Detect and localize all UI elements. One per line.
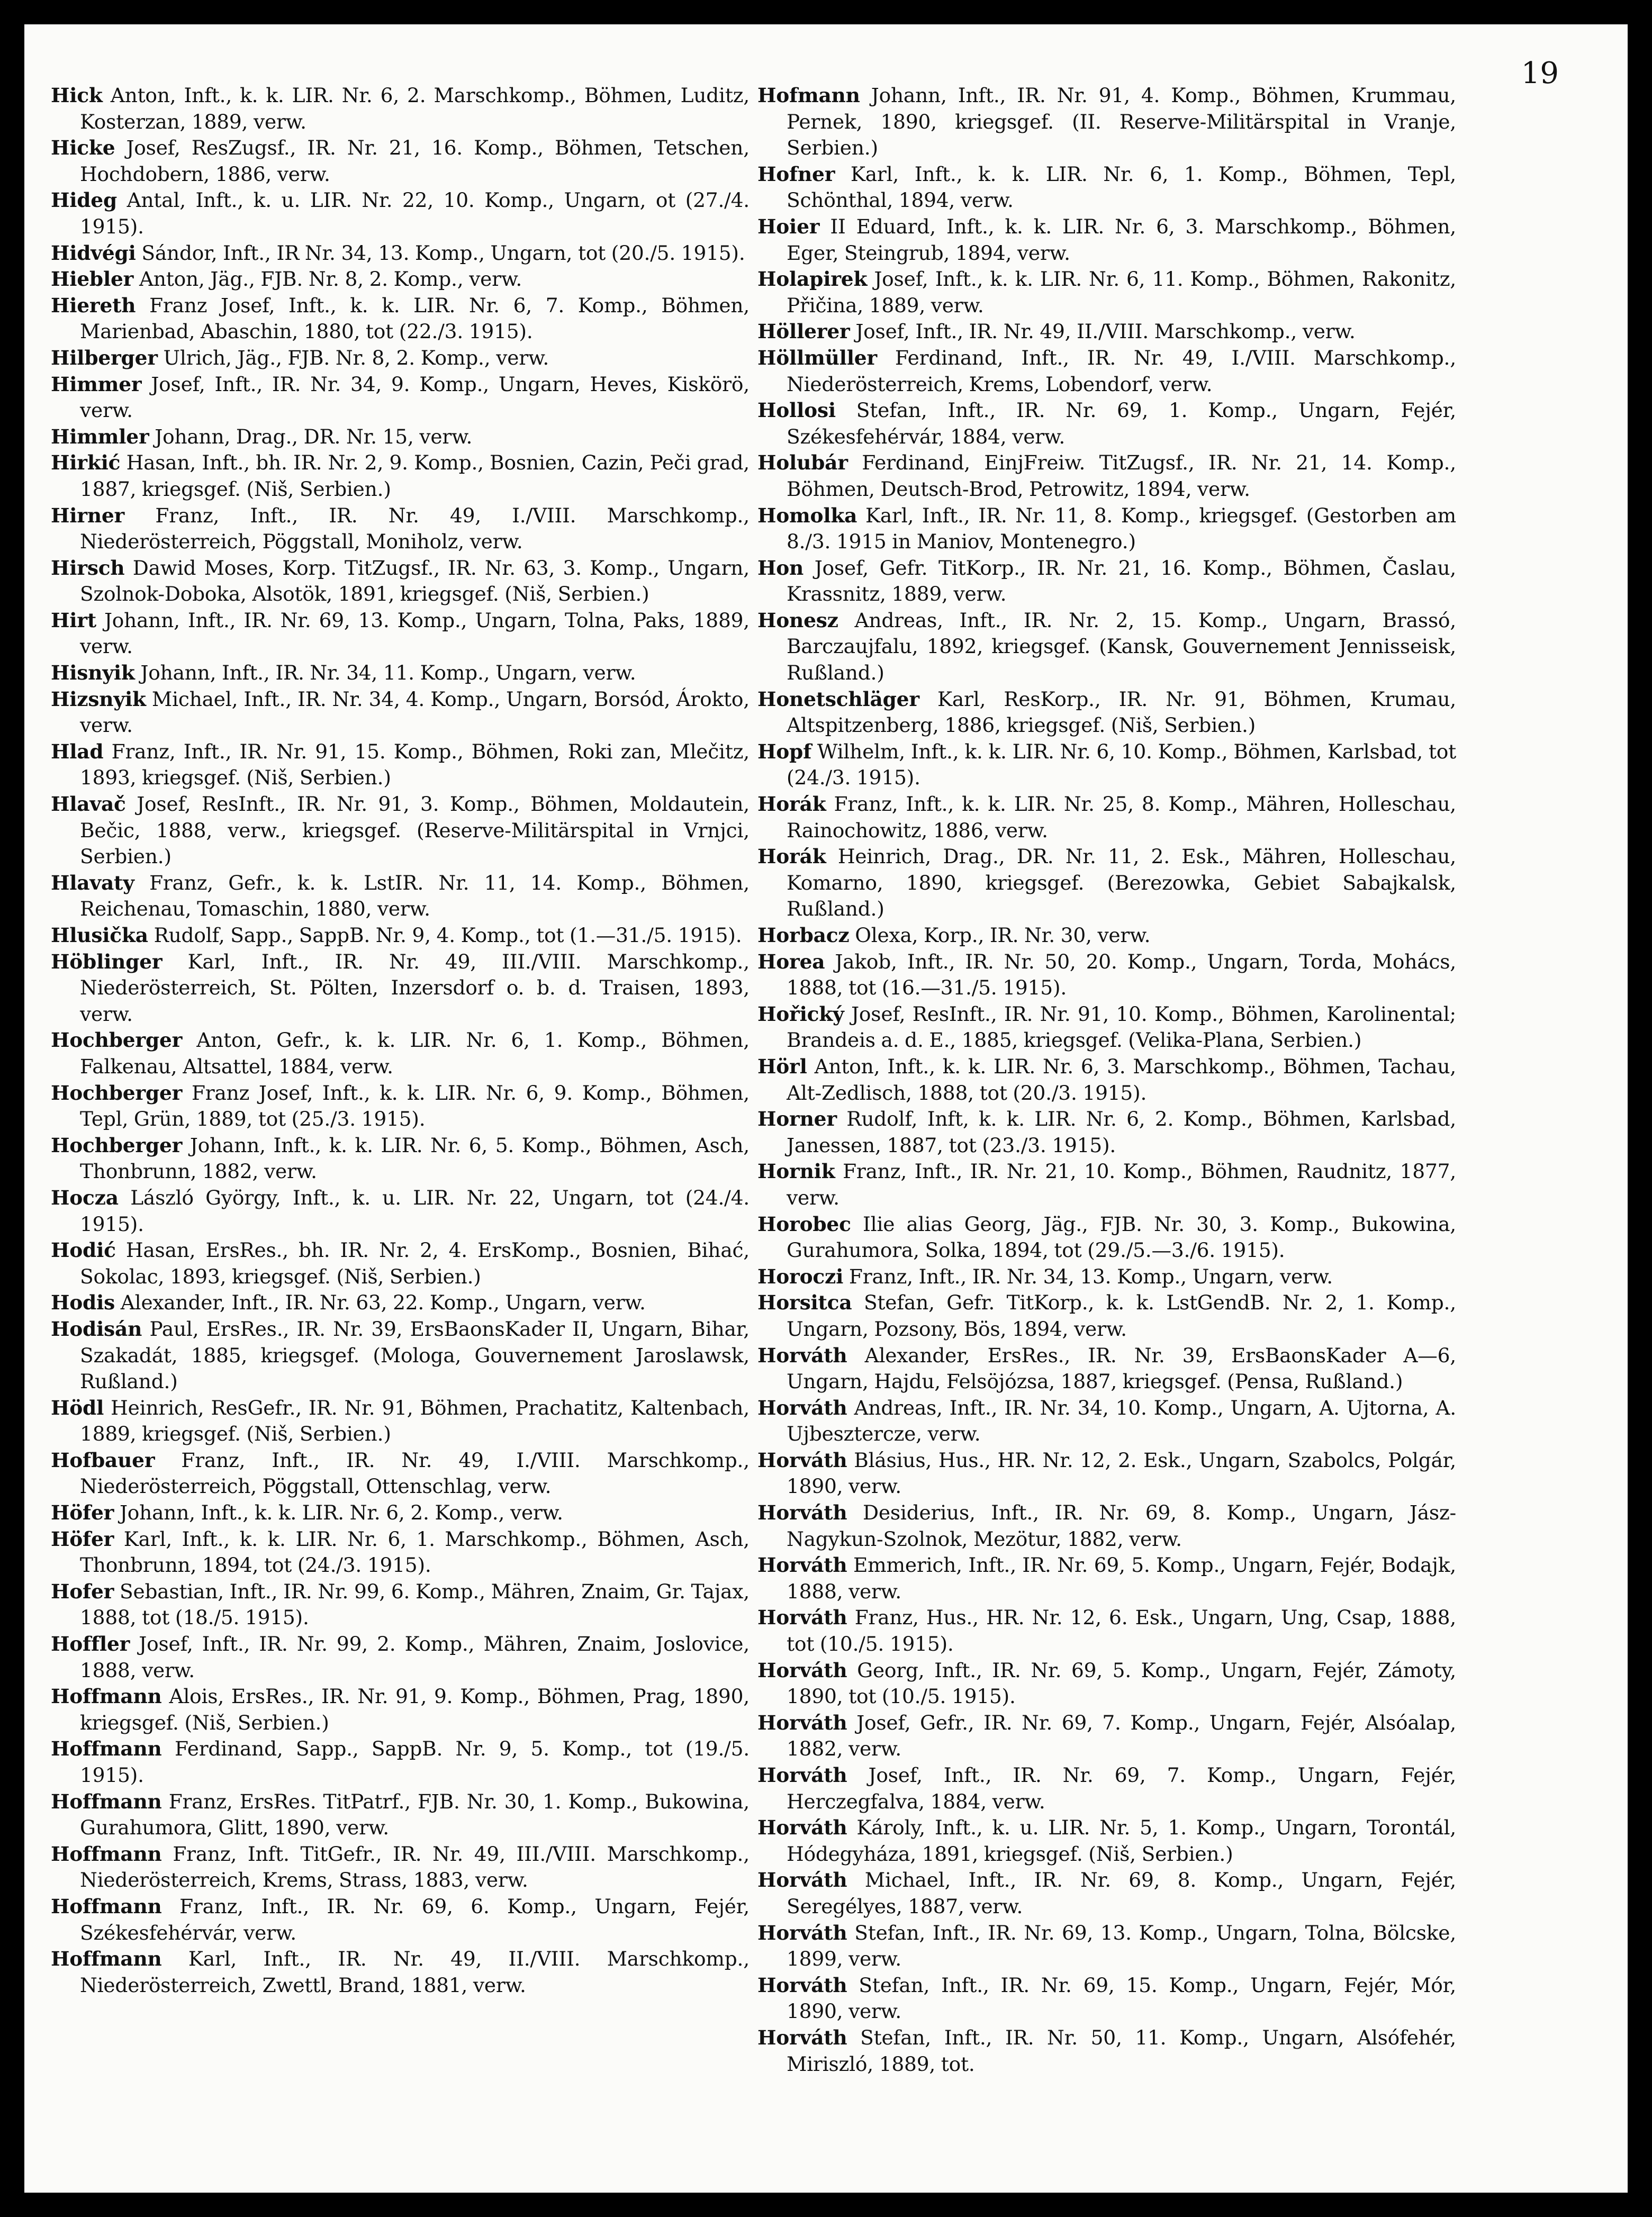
entry-details: Franz, Inft., IR. Nr. 91, 15. Komp., Böhmen, Roki zan, Mlečitz, 1893, kriegsgef. (Niš, Serbien.) xyxy=(80,739,750,790)
casualty-entry xyxy=(757,608,1456,686)
casualty-entry xyxy=(51,1946,750,1998)
casualty-entry xyxy=(757,1447,1456,1500)
casualty-entry xyxy=(757,1106,1456,1159)
entry-details: Alexander, Inft., IR. Nr. 63, 22. Komp., Ungarn, verw. xyxy=(120,1291,646,1315)
entry-details: Antal, Inft., k. u. LIR. Nr. 22, 10. Komp., Ungarn, ot (27./4. 1915). xyxy=(80,188,750,238)
entry-details: Paul, ErsRes., IR. Nr. 39, ErsBaonsKader II, Ungarn, Bihar, Szakadát, 1885, kriegsgef. (Mologa, Gouvernement Jaroslawsk, Rußland.) xyxy=(80,1317,750,1393)
casualty-entry xyxy=(51,293,750,345)
entry-surname: Hoffmann xyxy=(51,1947,162,1971)
entry-surname: Horák xyxy=(757,792,826,816)
entry-surname: Höllmüller xyxy=(757,346,877,369)
entry-surname: Höfer xyxy=(51,1501,114,1525)
casualty-entry xyxy=(51,135,750,187)
entry-details: Karl, Inft., IR. Nr. 11, 8. Komp., kriegsgef. (Gestorben am 8./3. 1915 in Maniov, Montenegro.) xyxy=(787,503,1456,554)
entry-details: Jakob, Inft., IR. Nr. 50, 20. Komp., Ungarn, Torda, Mohács, 1888, tot (16.—31./5. 1915). xyxy=(787,949,1456,1000)
casualty-entry xyxy=(757,739,1456,791)
entry-surname: Hollosi xyxy=(757,399,836,422)
entry-surname: Hizsnyik xyxy=(51,687,146,711)
entry-surname: Hoffmann xyxy=(51,1737,162,1761)
entry-details: Heinrich, ResGefr., IR. Nr. 91, Böhmen, Prachatitz, Kaltenbach, 1889, kriegsgef. (Niš, Serbien.) xyxy=(80,1396,750,1446)
entry-surname: Hoffler xyxy=(51,1632,130,1656)
entry-surname: Himmler xyxy=(51,424,149,448)
entry-details: Johann, Drag., DR. Nr. 15, verw. xyxy=(155,424,473,448)
entry-surname: Hisnyik xyxy=(51,661,135,685)
entry-surname: Horner xyxy=(757,1107,837,1131)
entry-surname: Horváth xyxy=(757,1921,847,1944)
right-column xyxy=(757,83,1456,2077)
entry-details: Wilhelm, Inft., k. k. LIR. Nr. 6, 10. Komp., Böhmen, Karlsbad, tot (24./3. 1915). xyxy=(787,739,1456,790)
page-number: 19 xyxy=(1521,56,1559,91)
casualty-entry xyxy=(757,1762,1456,1815)
entry-surname: Horváth xyxy=(757,1816,847,1840)
casualty-entry xyxy=(757,1290,1456,1342)
entry-surname: Horváth xyxy=(757,1763,847,1787)
casualty-entry xyxy=(51,608,750,660)
entry-surname: Hlad xyxy=(51,739,104,763)
entry-details: Johann, Inft., IR. Nr. 34, 11. Komp., Ungarn, verw. xyxy=(140,661,636,685)
entry-details: Andreas, Inft., IR. Nr. 2, 15. Komp., Ungarn, Brassó, Barczaujfalu, 1892, kriegsgef. (Kansk, Gouvernement Jennisseisk, Rußland.) xyxy=(787,608,1456,685)
entry-details: Karl, Inft., k. k. LIR. Nr. 6, 1. Komp., Böhmen, Tepl, Schönthal, 1894, verw. xyxy=(787,162,1456,212)
entry-details: Rudolf, Sapp., SappB. Nr. 9, 4. Komp., tot (1.—31./5. 1915). xyxy=(154,924,742,947)
entry-details: Anton, Inft., k. k. LIR. Nr. 6, 3. Marschkomp., Böhmen, Tachau, Alt-Zedlisch, 1888, tot (20./3. 1915). xyxy=(787,1054,1456,1105)
entry-details: Ferdinand, Sapp., SappB. Nr. 9, 5. Komp., tot (19./5. 1915). xyxy=(80,1737,750,1787)
entry-details: Johann, Inft., IR. Nr. 69, 13. Komp., Ungarn, Tolna, Paks, 1889, verw. xyxy=(80,608,750,658)
entry-surname: Horváth xyxy=(757,1448,847,1472)
casualty-entry xyxy=(51,555,750,608)
entry-details: Johann, Inft., k. k. LIR. Nr. 6, 2. Komp., verw. xyxy=(119,1501,563,1525)
entry-surname: Hirsch xyxy=(51,556,125,580)
entry-details: Ferdinand, EinjFreiw. TitZugsf., IR. Nr. 21, 14. Komp., Böhmen, Deutsch-Brod, Petrowitz, 1894, verw. xyxy=(787,451,1456,501)
entry-surname: Horváth xyxy=(757,1396,847,1419)
casualty-entry xyxy=(757,686,1456,739)
entry-surname: Horoczi xyxy=(757,1264,844,1288)
casualty-entry xyxy=(51,345,750,372)
entry-details: Stefan, Gefr. TitKorp., k. k. LstGendB. Nr. 2, 1. Komp., Ungarn, Pozsony, Bös, 1894, verw. xyxy=(787,1291,1456,1341)
entry-surname: Hoffmann xyxy=(51,1842,162,1866)
entry-surname: Hofner xyxy=(757,162,835,186)
entry-details: Josef, Inft., IR. Nr. 34, 9. Komp., Ungarn, Heves, Kiskörö, verw. xyxy=(80,372,750,422)
entry-details: Franz, Inft., IR. Nr. 21, 10. Komp., Böhmen, Raudnitz, 1877, verw. xyxy=(787,1160,1456,1209)
entry-surname: Horváth xyxy=(757,1501,847,1525)
casualty-entry xyxy=(51,870,750,922)
casualty-entry xyxy=(51,1185,750,1237)
entry-details: Hasan, Inft., bh. IR. Nr. 2, 9. Komp., Bosnien, Cazin, Peči grad, 1887, kriegsgef. (Niš, Serbien.) xyxy=(80,451,750,501)
entry-details: Franz, Inft., IR. Nr. 49, I./VIII. Marschkomp., Niederösterreich, Pöggstall, Ottenschlag, verw. xyxy=(80,1448,750,1498)
entry-surname: Hlavač xyxy=(51,792,126,816)
entry-details: Olexa, Korp., IR. Nr. 30, verw. xyxy=(855,924,1151,947)
entry-surname: Hilberger xyxy=(51,346,158,369)
entry-surname: Hirkić xyxy=(51,451,121,475)
casualty-entry xyxy=(51,266,750,293)
entry-surname: Horváth xyxy=(757,1343,847,1367)
casualty-entry xyxy=(51,187,750,240)
entry-details: Franz, ErsRes. TitPatrf., FJB. Nr. 30, 1. Komp., Bukowina, Gurahumora, Glitt, 1890, verw. xyxy=(80,1789,750,1840)
entry-details: Georg, Inft., IR. Nr. 69, 5. Komp., Ungarn, Fejér, Zámoty, 1890, tot (10./5. 1915). xyxy=(787,1658,1456,1708)
casualty-entry xyxy=(757,1159,1456,1211)
casualty-entry xyxy=(757,345,1456,397)
entry-surname: Hicke xyxy=(51,136,115,160)
casualty-entry xyxy=(757,844,1456,922)
casualty-entry xyxy=(757,1815,1456,1867)
casualty-entry xyxy=(757,397,1456,450)
casualty-entry xyxy=(51,372,750,424)
entry-details: Josef, ResZugsf., IR. Nr. 21, 16. Komp., Böhmen, Tetschen, Hochdobern, 1886, verw. xyxy=(80,136,750,186)
entry-surname: Hlusička xyxy=(51,924,148,947)
entry-surname: Hodis xyxy=(51,1291,115,1315)
casualty-entry xyxy=(51,1133,750,1185)
entry-details: Michael, Inft., IR. Nr. 34, 4. Komp., Ungarn, Borsód, Árokto, verw. xyxy=(80,687,750,737)
casualty-entry xyxy=(51,660,750,686)
entry-surname: Horobec xyxy=(757,1212,851,1236)
casualty-entry xyxy=(757,1054,1456,1106)
entry-details: Franz, Inft., k. k. LIR. Nr. 25, 8. Komp., Mähren, Holleschau, Rainochowitz, 1886, verw. xyxy=(787,792,1456,842)
casualty-entry xyxy=(51,424,750,450)
casualty-entry xyxy=(51,1526,750,1579)
casualty-entry xyxy=(757,2025,1456,2077)
casualty-entry xyxy=(757,949,1456,1001)
casualty-entry xyxy=(757,1500,1456,1552)
casualty-entry xyxy=(51,1789,750,1841)
entry-surname: Hoier xyxy=(757,214,820,238)
casualty-entry xyxy=(51,1027,750,1080)
casualty-entry xyxy=(757,1658,1456,1710)
casualty-entry xyxy=(757,214,1456,266)
casualty-entry xyxy=(51,949,750,1028)
casualty-entry xyxy=(757,555,1456,608)
casualty-entry xyxy=(757,1001,1456,1054)
casualty-entry xyxy=(51,1500,750,1526)
entry-details: Dawid Moses, Korp. TitZugsf., IR. Nr. 63, 3. Komp., Ungarn, Szolnok-Doboka, Alsotök, 1891, kriegsgef. (Niš, Serbien.) xyxy=(80,556,750,606)
casualty-entry xyxy=(51,1841,750,1894)
entry-details: Josef, Gefr. TitKorp., IR. Nr. 21, 16. Komp., Böhmen, Časlau, Krassnitz, 1889, verw. xyxy=(787,556,1456,606)
entry-surname: Hofer xyxy=(51,1579,114,1603)
entry-surname: Hon xyxy=(757,556,804,580)
casualty-entry xyxy=(757,503,1456,555)
entry-surname: Hirt xyxy=(51,608,96,632)
entry-surname: Horváth xyxy=(757,1973,847,1997)
entry-surname: Hochberger xyxy=(51,1081,183,1105)
entry-details: Rudolf, Inft, k. k. LIR. Nr. 6, 2. Komp., Böhmen, Karlsbad, Janessen, 1887, tot (23./3. 1915). xyxy=(787,1107,1456,1157)
entry-details: Franz, Hus., HR. Nr. 12, 6. Esk., Ungarn, Ung, Csap, 1888, tot (10./5. 1915). xyxy=(787,1606,1456,1656)
entry-details: Anton, Jäg., FJB. Nr. 8, 2. Komp., verw. xyxy=(139,267,522,291)
entry-details: Blásius, Hus., HR. Nr. 12, 2. Esk., Ungarn, Szabolcs, Polgár, 1890, verw. xyxy=(787,1448,1456,1498)
entry-details: Josef, Gefr., IR. Nr. 69, 7. Komp., Ungarn, Fejér, Alsóalap, 1882, verw. xyxy=(787,1711,1456,1761)
entry-surname: Hořický xyxy=(757,1002,844,1026)
entry-details: Anton, Gefr., k. k. LIR. Nr. 6, 1. Komp., Böhmen, Falkenau, Altsattel, 1884, verw. xyxy=(80,1028,750,1078)
entry-details: Josef, Inft., IR. Nr. 49, II./VIII. Marschkomp., verw. xyxy=(855,320,1356,343)
entry-surname: Höllerer xyxy=(757,320,850,343)
casualty-entry xyxy=(757,1710,1456,1762)
entry-details: Sebastian, Inft., IR. Nr. 99, 6. Komp., Mähren, Znaim, Gr. Tajax, 1888, tot (18./5. 1915). xyxy=(80,1579,750,1630)
entry-details: Károly, Inft., k. u. LIR. Nr. 5, 1. Komp., Ungarn, Torontál, Hódegyháza, 1891, kriegsgef. (Niš, Serbien.) xyxy=(787,1816,1456,1866)
entry-surname: Horváth xyxy=(757,1553,847,1577)
entry-details: Michael, Inft., IR. Nr. 69, 8. Komp., Ungarn, Fejér, Seregélyes, 1887, verw. xyxy=(787,1868,1456,1918)
document-page xyxy=(24,24,1628,2193)
entry-details: II Eduard, Inft., k. k. LIR. Nr. 6, 3. Marschkomp., Böhmen, Eger, Steingrub, 1894, verw. xyxy=(787,214,1456,265)
entry-details: Desiderius, Inft., IR. Nr. 69, 8. Komp., Ungarn, Jász-Nagykun-Szolnok, Mezötur, 1882, verw. xyxy=(787,1501,1456,1551)
entry-surname: Holapirek xyxy=(757,267,868,291)
entry-details: Josef, ResInft., IR. Nr. 91, 3. Komp., Böhmen, Moldautein, Bečic, 1888, verw., kriegsgef. (Reserve-Militärspital in Vrnjci, Serbien.) xyxy=(80,792,750,868)
casualty-entry xyxy=(757,83,1456,161)
entry-details: Franz, Gefr., k. k. LstIR. Nr. 11, 14. Komp., Böhmen, Reichenau, Tomaschin, 1880, verw. xyxy=(80,871,750,921)
entry-surname: Hick xyxy=(51,84,103,107)
entry-surname: Hlavaty xyxy=(51,871,134,894)
casualty-entry xyxy=(757,1867,1456,1920)
casualty-entry xyxy=(51,450,750,502)
casualty-entry xyxy=(757,319,1456,345)
casualty-entry xyxy=(51,1684,750,1736)
entry-surname: Homolka xyxy=(757,503,857,527)
casualty-entry xyxy=(757,1343,1456,1395)
left-column xyxy=(51,83,750,1998)
casualty-entry xyxy=(757,1920,1456,1972)
entry-surname: Hörl xyxy=(757,1054,807,1078)
casualty-entry xyxy=(51,1290,750,1316)
entry-surname: Hopf xyxy=(757,739,811,763)
entry-surname: Hidvégi xyxy=(51,241,136,265)
casualty-entry xyxy=(51,1316,750,1395)
casualty-entry xyxy=(51,240,750,267)
entry-details: Stefan, Inft., IR. Nr. 69, 15. Komp., Ungarn, Fejér, Mór, 1890, verw. xyxy=(787,1973,1456,2023)
casualty-entry xyxy=(51,1736,750,1788)
casualty-entry xyxy=(757,161,1456,214)
entry-details: Ilie alias Georg, Jäg., FJB. Nr. 30, 3. Komp., Bukowina, Gurahumora, Solka, 1894, tot (29./5.—3./6. 1915). xyxy=(787,1212,1456,1262)
casualty-entry xyxy=(757,1395,1456,1447)
casualty-entry xyxy=(757,1605,1456,1657)
casualty-entry xyxy=(51,503,750,555)
entry-surname: Höblinger xyxy=(51,949,163,973)
entry-surname: Hodisán xyxy=(51,1317,142,1341)
entry-details: Anton, Inft., k. k. LIR. Nr. 6, 2. Marschkomp., Böhmen, Luditz, Kosterzan, 1889, verw. xyxy=(80,84,750,133)
casualty-entry xyxy=(757,1211,1456,1264)
entry-surname: Holubár xyxy=(757,451,848,475)
entry-details: Karl, ResKorp., IR. Nr. 91, Böhmen, Krumau, Altspitzenberg, 1886, kriegsgef. (Niš, Serbien.) xyxy=(787,687,1456,737)
entry-surname: Horváth xyxy=(757,1868,847,1892)
entry-surname: Hodić xyxy=(51,1238,116,1262)
entry-surname: Hoffmann xyxy=(51,1894,162,1918)
entry-details: Josef, ResInft., IR. Nr. 91, 10. Komp., Böhmen, Karolinental; Brandeis a. d. E., 1885, kriegsgef. (Velika-Plana, Serbien.) xyxy=(787,1002,1456,1052)
entry-details: Karl, Inft., IR. Nr. 49, III./VIII. Marschkomp., Niederösterreich, St. Pölten, Inzersdorf o. b. d. Traisen, 1893, verw. xyxy=(80,949,750,1026)
casualty-entry xyxy=(51,1080,750,1133)
entry-surname: Honetschläger xyxy=(757,687,919,711)
casualty-entry xyxy=(51,1447,750,1500)
entry-surname: Horváth xyxy=(757,1658,847,1682)
entry-surname: Hiebler xyxy=(51,267,134,291)
entry-details: Andreas, Inft., IR. Nr. 34, 10. Komp., Ungarn, A. Ujtorna, A. Ujbesztercze, verw. xyxy=(787,1396,1456,1446)
casualty-entry xyxy=(51,83,750,135)
entry-details: Sándor, Inft., IR Nr. 34, 13. Komp., Ungarn, tot (20./5. 1915). xyxy=(141,241,745,265)
casualty-entry xyxy=(51,1579,750,1631)
entry-details: László György, Inft., k. u. LIR. Nr. 22, Ungarn, tot (24./4. 1915). xyxy=(80,1186,750,1236)
entry-surname: Hornik xyxy=(757,1160,835,1183)
entry-surname: Hideg xyxy=(51,188,117,212)
entry-details: Emmerich, Inft., IR. Nr. 69, 5. Komp., Ungarn, Fejér, Bodajk, 1888, verw. xyxy=(787,1553,1456,1603)
entry-surname: Hofmann xyxy=(757,84,860,107)
casualty-entry xyxy=(51,1237,750,1290)
casualty-entry xyxy=(757,791,1456,844)
casualty-entry xyxy=(51,1631,750,1684)
entry-details: Franz, Inft., IR. Nr. 34, 13. Komp., Ungarn, verw. xyxy=(848,1264,1333,1288)
entry-surname: Horea xyxy=(757,949,825,973)
entry-surname: Himmer xyxy=(51,372,142,396)
entry-details: Stefan, Inft., IR. Nr. 69, 1. Komp., Ungarn, Fejér, Székesfehérvár, 1884, verw. xyxy=(787,399,1456,448)
casualty-entry xyxy=(757,1972,1456,2025)
entry-details: Ferdinand, Inft., IR. Nr. 49, I./VIII. Marschkomp., Niederösterreich, Krems, Lobendorf, verw. xyxy=(787,346,1456,396)
entry-details: Franz, Inft., IR. Nr. 49, I./VIII. Marschkomp., Niederösterreich, Pöggstall, Moniholz, verw. xyxy=(80,503,750,554)
entry-details: Franz, Inft., IR. Nr. 69, 6. Komp., Ungarn, Fejér, Székesfehérvár, verw. xyxy=(80,1894,750,1944)
entry-details: Franz, Inft. TitGefr., IR. Nr. 49, III./VIII. Marschkomp., Niederösterreich, Krems, Strass, 1883, verw. xyxy=(80,1842,750,1892)
entry-details: Johann, Inft., k. k. LIR. Nr. 6, 5. Komp., Böhmen, Asch, Thonbrunn, 1882, verw. xyxy=(80,1133,750,1183)
casualty-entry xyxy=(757,922,1456,949)
entry-details: Ulrich, Jäg., FJB. Nr. 8, 2. Komp., verw. xyxy=(163,346,549,369)
entry-details: Johann, Inft., IR. Nr. 91, 4. Komp., Böhmen, Krummau, Pernek, 1890, kriegsgef. (II. Reserve-Militärspital in Vranje, Serbien.) xyxy=(787,84,1456,160)
casualty-entry xyxy=(757,266,1456,319)
entry-details: Stefan, Inft., IR. Nr. 69, 13. Komp., Ungarn, Tolna, Bölcske, 1899, verw. xyxy=(787,1921,1456,1971)
casualty-entry xyxy=(51,1894,750,1946)
entry-details: Josef, Inft., k. k. LIR. Nr. 6, 11. Komp., Böhmen, Rakonitz, Přičina, 1889, verw. xyxy=(787,267,1456,317)
casualty-entry xyxy=(51,922,750,949)
entry-surname: Hocza xyxy=(51,1186,119,1209)
entry-surname: Hochberger xyxy=(51,1028,183,1052)
entry-surname: Horváth xyxy=(757,2025,847,2049)
casualty-entry xyxy=(757,450,1456,502)
entry-details: Karl, Inft., IR. Nr. 49, II./VIII. Marschkomp., Niederösterreich, Zwettl, Brand, 1881, verw. xyxy=(80,1947,750,1997)
entry-surname: Horváth xyxy=(757,1606,847,1630)
entry-surname: Honesz xyxy=(757,608,838,632)
entry-details: Hasan, ErsRes., bh. IR. Nr. 2, 4. ErsKomp., Bosnien, Bihać, Sokolac, 1893, kriegsgef. (Niš, Serbien.) xyxy=(80,1238,750,1288)
entry-surname: Hirner xyxy=(51,503,125,527)
entry-surname: Höfer xyxy=(51,1527,114,1551)
entry-surname: Hoffmann xyxy=(51,1685,162,1708)
entry-details: Franz Josef, Inft., k. k. LIR. Nr. 6, 9. Komp., Böhmen, Tepl, Grün, 1889, tot (25./3. 1915). xyxy=(80,1081,750,1131)
entry-surname: Hödl xyxy=(51,1396,104,1419)
entry-details: Alois, ErsRes., IR. Nr. 91, 9. Komp., Böhmen, Prag, 1890, kriegsgef. (Niš, Serbien.) xyxy=(80,1685,750,1734)
casualty-entry xyxy=(51,739,750,791)
entry-surname: Hoffmann xyxy=(51,1789,162,1813)
entry-surname: Hiereth xyxy=(51,293,136,317)
entry-surname: Hochberger xyxy=(51,1133,183,1157)
entry-details: Franz Josef, Inft., k. k. LIR. Nr. 6, 7. Komp., Böhmen, Marienbad, Abaschin, 1880, tot (22./3. 1915). xyxy=(80,293,750,343)
entry-details: Josef, Inft., IR. Nr. 99, 2. Komp., Mähren, Znaim, Joslovice, 1888, verw. xyxy=(80,1632,750,1682)
entry-details: Stefan, Inft., IR. Nr. 50, 11. Komp., Ungarn, Alsófehér, Miriszló, 1889, tot. xyxy=(787,2025,1456,2076)
casualty-entry xyxy=(757,1552,1456,1605)
casualty-entry xyxy=(51,791,750,870)
entry-surname: Horbacz xyxy=(757,924,850,947)
entry-surname: Horák xyxy=(757,845,826,868)
entry-surname: Horváth xyxy=(757,1711,847,1734)
entry-details: Karl, Inft., k. k. LIR. Nr. 6, 1. Marschkomp., Böhmen, Asch, Thonbrunn, 1894, tot (24./3. 1915). xyxy=(80,1527,750,1577)
entry-details: Heinrich, Drag., DR. Nr. 11, 2. Esk., Mähren, Holleschau, Komarno, 1890, kriegsgef. (Berezowka, Gebiet Sabajkalsk, Rußland.) xyxy=(787,845,1456,921)
entry-surname: Horsitca xyxy=(757,1291,852,1315)
casualty-entry xyxy=(51,686,750,739)
casualty-entry xyxy=(51,1395,750,1447)
entry-surname: Hofbauer xyxy=(51,1448,155,1472)
casualty-entry xyxy=(757,1264,1456,1290)
entry-details: Alexander, ErsRes., IR. Nr. 39, ErsBaonsKader A—6, Ungarn, Hajdu, Felsöjózsa, 1887, kriegsgef. (Pensa, Rußland.) xyxy=(787,1343,1456,1393)
entry-details: Josef, Inft., IR. Nr. 69, 7. Komp., Ungarn, Fejér, Herczegfalva, 1884, verw. xyxy=(787,1763,1456,1813)
